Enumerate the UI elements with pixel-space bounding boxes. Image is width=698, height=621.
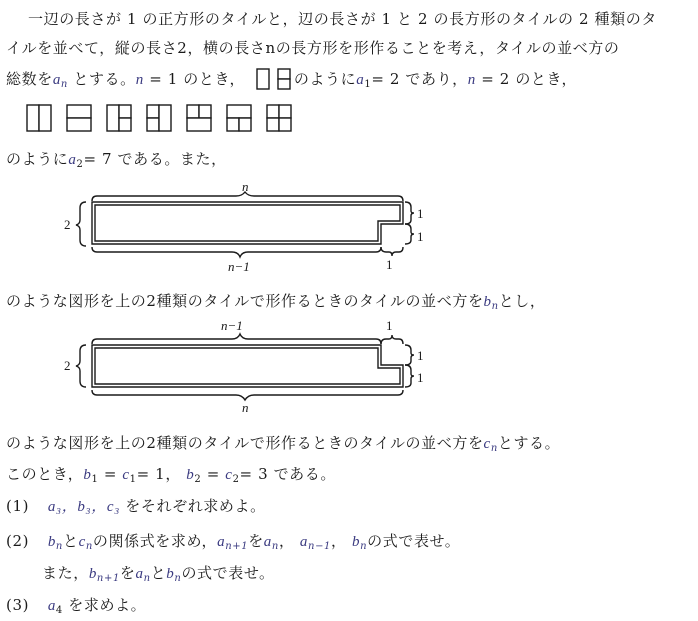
q2-text-a: と bbox=[62, 532, 79, 550]
tile-square-top bbox=[278, 69, 290, 79]
intro-text: 総数を bbox=[6, 70, 53, 88]
fig1-top-label: n bbox=[242, 179, 249, 194]
fig2-top-right-brace bbox=[381, 335, 403, 344]
q2-text-h: の式で表せ。 bbox=[181, 564, 275, 582]
q1-number: (1) bbox=[6, 497, 30, 515]
question-1 bbox=[6, 495, 266, 516]
q2-text-c: を bbox=[248, 532, 264, 550]
var-c: c bbox=[225, 467, 233, 483]
given-val-2: = 3 である。 bbox=[239, 465, 336, 483]
fig2-right-top: 1 bbox=[417, 348, 424, 363]
fig1-left-label: 2 bbox=[64, 217, 71, 232]
var-b: b bbox=[483, 294, 492, 310]
sub-1: 1 bbox=[129, 474, 137, 485]
text-c bbox=[6, 432, 560, 454]
sub-n: n bbox=[491, 301, 499, 312]
intro-text: = 2 のとき， bbox=[481, 70, 578, 88]
fig2-top-label: n−1 bbox=[221, 318, 243, 333]
fig2-top-brace bbox=[92, 334, 381, 344]
text-b-prefix: のような図形を上の2種類のタイルで形作るときのタイルの並べ方を bbox=[6, 292, 484, 310]
question-2-line-2: また，$b_{n+1}$を$a_n$と$b_n$の式で表せ。 bbox=[42, 564, 275, 584]
fig2-shape bbox=[92, 345, 403, 387]
intro-line-1: 一辺の長さが 1 の正方形のタイルと，辺の長さが 1 と 2 の長方形のタイルの 2 種類のタ bbox=[28, 10, 657, 28]
sub-1: 1 bbox=[91, 474, 99, 485]
var-c: c bbox=[122, 467, 130, 483]
q1-items: a₃，b₃，c₃ bbox=[47, 499, 120, 515]
intro-text: のように bbox=[293, 70, 357, 88]
q2-text-e: また， bbox=[42, 564, 89, 582]
fig2-left-brace bbox=[76, 345, 86, 387]
intro-text: のように bbox=[6, 150, 69, 168]
fig2-left-label: 2 bbox=[64, 358, 71, 373]
var-b: b bbox=[83, 467, 92, 483]
intro-text: = 7 である。また， bbox=[83, 150, 227, 168]
fig2-right-brace-top bbox=[405, 345, 414, 365]
q3-number: (3) bbox=[6, 596, 30, 614]
given-line bbox=[6, 463, 336, 485]
fig1-bottom-right-brace bbox=[381, 247, 403, 256]
tiling-4 bbox=[147, 105, 171, 131]
given-eq: = bbox=[206, 465, 220, 483]
fig1-bottom-right: 1 bbox=[386, 257, 393, 272]
var-a: a bbox=[68, 152, 77, 168]
figure-1 bbox=[56, 180, 426, 275]
q2-text-g: と bbox=[150, 564, 167, 582]
n2-tilings bbox=[26, 104, 302, 134]
given-val-1: = 1， bbox=[136, 465, 181, 483]
sub-n: n bbox=[490, 443, 498, 454]
figure-2 bbox=[56, 314, 426, 414]
q2-text-d: の式で表せ。 bbox=[367, 532, 461, 550]
fig2-inner bbox=[95, 348, 400, 384]
text-b-suffix: とし， bbox=[498, 292, 546, 310]
sub-2: 2 bbox=[76, 159, 84, 170]
var-a: a bbox=[52, 72, 61, 88]
fig1-shape bbox=[92, 202, 403, 244]
fig2-top-right: 1 bbox=[386, 318, 393, 333]
intro-text: = 1 のとき， bbox=[149, 70, 246, 88]
sub-1: 1 bbox=[364, 79, 372, 90]
fig1-right-top: 1 bbox=[417, 206, 424, 221]
q1-text: をそれぞれ求めよ。 bbox=[125, 497, 266, 515]
n1-tilings bbox=[256, 68, 296, 90]
q2-number: (2) bbox=[6, 532, 30, 550]
fig1-bottom-brace bbox=[92, 247, 381, 257]
tiling-6 bbox=[227, 105, 251, 131]
fig2-bottom-label: n bbox=[242, 400, 249, 415]
text-c-suffix: とする。 bbox=[497, 434, 561, 452]
fig2-right-brace-bottom bbox=[405, 365, 414, 387]
var-b: b bbox=[186, 467, 195, 483]
tile-vertical bbox=[257, 69, 269, 89]
tiling-2 bbox=[67, 105, 91, 131]
q2-text-f: を bbox=[119, 564, 136, 582]
fig1-bottom-label: n−1 bbox=[228, 259, 250, 274]
sub-2: 2 bbox=[194, 474, 202, 485]
var-n: n bbox=[135, 72, 144, 88]
tiling-3 bbox=[107, 105, 131, 131]
text-b bbox=[6, 290, 546, 312]
q3-text: を求めよ。 bbox=[68, 596, 147, 614]
text-c-prefix: のような図形を上の2種類のタイルで形作るときのタイルの並べ方を bbox=[6, 434, 484, 452]
fig1-left-brace bbox=[76, 202, 86, 246]
fig2-right-bottom: 1 bbox=[417, 370, 424, 385]
var-n: n bbox=[467, 72, 476, 88]
fig1-right-brace-bottom bbox=[405, 224, 414, 244]
tiling-7 bbox=[267, 105, 291, 131]
tile-square-bottom bbox=[278, 79, 290, 89]
sub-n: n bbox=[60, 79, 68, 90]
fig1-inner bbox=[95, 205, 400, 241]
var-c: c bbox=[483, 436, 491, 452]
fig1-right-bottom: 1 bbox=[417, 229, 424, 244]
tiling-5 bbox=[187, 105, 211, 131]
tiling-1 bbox=[27, 105, 51, 131]
sub-2: 2 bbox=[232, 474, 240, 485]
q2-text-b: の関係式を求め， bbox=[92, 532, 218, 550]
given-prefix: このとき， bbox=[6, 465, 84, 483]
intro-text: とする。 bbox=[73, 70, 136, 88]
intro-text: = 2 であり， bbox=[371, 70, 468, 88]
question-3: (3) $a_4$ を求めよ。 bbox=[6, 596, 147, 616]
given-eq: = bbox=[103, 465, 118, 483]
intro-line-2: イルを並べて，縦の長さ2，横の長さnの長方形を形作ることを考え，タイルの並べ方の bbox=[6, 39, 620, 57]
fig1-right-brace-top bbox=[405, 202, 414, 224]
intro-line-5 bbox=[6, 148, 227, 170]
question-2-line-1: (2) $b_n$と$c_n$の関係式を求め，$a_{n+1}$を$a_n$， $a_{n-1}$， $b_n$の式で表せ。 bbox=[6, 532, 461, 552]
fig2-bottom-brace bbox=[92, 390, 403, 400]
var-a: a bbox=[356, 72, 365, 88]
